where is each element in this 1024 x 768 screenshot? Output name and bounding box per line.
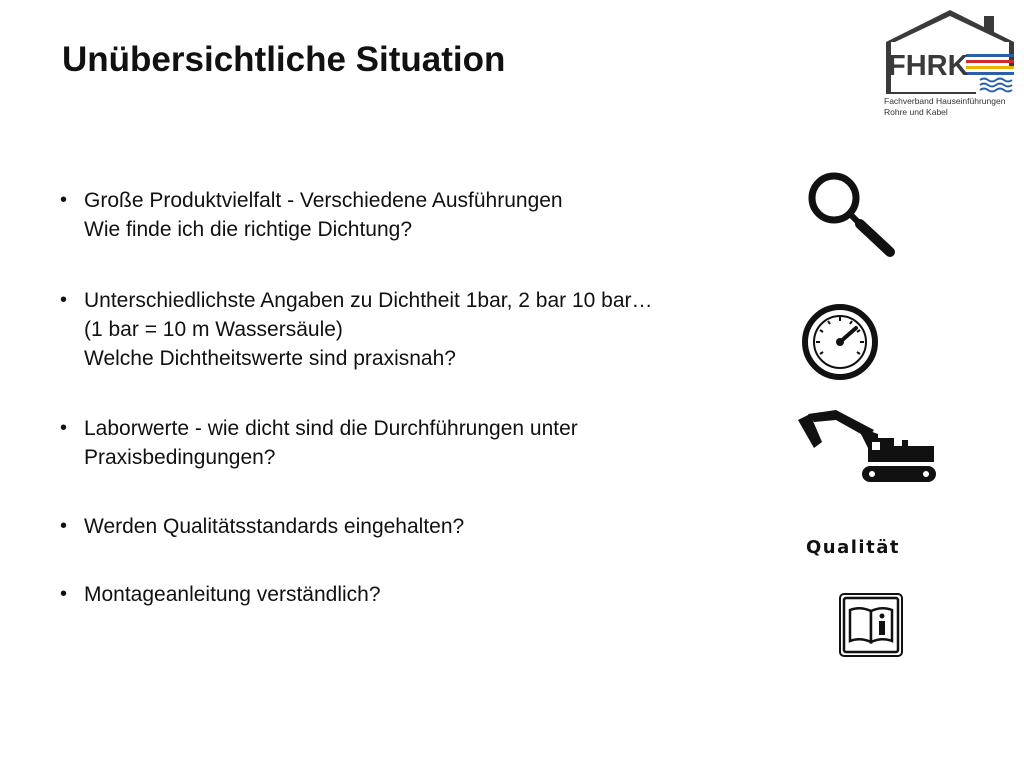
- excavator-icon: [796, 408, 938, 484]
- bullet-line: Montageanleitung verständlich?: [84, 583, 381, 606]
- bullet-line: (1 bar = 10 m Wassersäule): [84, 318, 343, 341]
- bullet-line: Große Produktvielfalt - Verschiedene Ausführungen: [84, 189, 563, 212]
- slide-title: Unübersichtliche Situation: [62, 40, 506, 79]
- pressure-gauge-icon: [800, 302, 880, 382]
- bullet-dot: •: [60, 289, 68, 311]
- manual-info-icon: [838, 592, 904, 658]
- logo-wordmark: FHRK: [888, 50, 969, 82]
- bullet-line: Werden Qualitätsstandards eingehalten?: [84, 515, 465, 538]
- logo-subline-1: Fachverband Hauseinführungen: [884, 96, 1006, 106]
- bullet-line: Welche Dichtheitswerte sind praxisnah?: [84, 347, 456, 370]
- bullet-line: Wie finde ich die richtige Dichtung?: [84, 218, 413, 241]
- magnifying-glass-icon: [806, 170, 898, 260]
- logo-subline-2: Rohre und Kabel: [884, 107, 948, 117]
- bullet-dot: •: [60, 515, 68, 537]
- fhrk-logo: [884, 8, 1019, 118]
- bullet-dot: •: [60, 583, 68, 605]
- bullet-dot: •: [60, 417, 68, 439]
- quality-label: Qualität: [806, 537, 900, 558]
- bullet-dot: •: [60, 189, 68, 211]
- bullet-line: Laborwerte - wie dicht sind die Durchführungen unter: [84, 417, 578, 440]
- bullet-line: Praxisbedingungen?: [84, 446, 276, 469]
- bullet-line: Unterschiedlichste Angaben zu Dichtheit 1bar, 2 bar 10 bar…: [84, 289, 653, 312]
